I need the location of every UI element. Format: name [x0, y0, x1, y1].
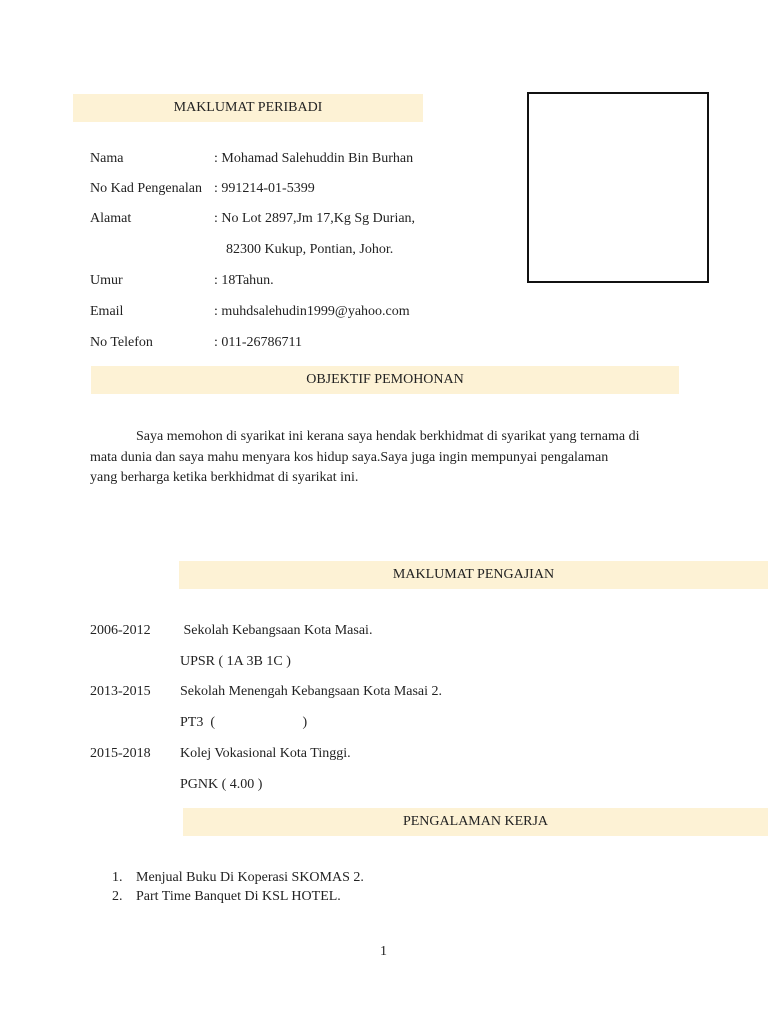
age-value: : 18Tahun.: [214, 273, 274, 288]
section-header-personal: MAKLUMAT PERIBADI: [73, 94, 423, 122]
section-header-experience: PENGALAMAN KERJA: [183, 808, 768, 836]
address-line1: : No Lot 2897,Jm 17,Kg Sg Durian,: [214, 211, 416, 226]
education-result: PGNK ( 4.00 ): [180, 777, 263, 792]
email-value: : muhdsalehudin1999@yahoo.com: [214, 304, 410, 319]
education-school: Sekolah Menengah Kebangsaan Kota Masai 2.: [180, 684, 443, 699]
list-item: [112, 869, 364, 888]
education-school: Kolej Vokasional Kota Tinggi.: [180, 746, 351, 761]
phone-value: : 011-26786711: [214, 335, 303, 350]
email-label: Email: [90, 304, 124, 319]
ic-value: : 991214-01-5399: [214, 181, 315, 196]
page-number: 1: [380, 944, 387, 959]
education-result: PT3 ( ): [180, 715, 308, 730]
education-result: UPSR ( 1A 3B 1C ): [180, 654, 291, 669]
list-item-text: Part Time Banquet Di KSL HOTEL.: [136, 888, 341, 904]
phone-label: No Telefon: [90, 335, 153, 350]
list-item-number: 1.: [112, 870, 123, 885]
education-years: 2013-2015: [90, 684, 151, 699]
photo-placeholder: [527, 92, 709, 283]
address-label: Alamat: [90, 211, 132, 226]
objective-line-2: mata dunia dan saya mahu menyara kos hidup saya.Saya juga ingin mempunyai pengalaman: [90, 449, 609, 465]
section-header-education: MAKLUMAT PENGAJIAN: [179, 561, 768, 589]
name-value: : Mohamad Salehuddin Bin Burhan: [214, 151, 414, 166]
education-years: 2015-2018: [90, 746, 151, 761]
list-item-text: Menjual Buku Di Koperasi SKOMAS 2.: [136, 870, 364, 885]
objective-line-1: Saya memohon di syarikat ini kerana saya hendak berkhidmat di syarikat yang ternama di: [136, 429, 640, 444]
ic-label: No Kad Pengenalan: [90, 181, 202, 196]
list-item-number: 2.: [112, 888, 123, 904]
objective-line-3: yang berharga ketika berkhidmat di syarikat ini.: [90, 470, 359, 485]
address-line2: 82300 Kukup, Pontian, Johor.: [226, 242, 394, 257]
experience-list: [112, 869, 364, 906]
section-header-objective: OBJEKTIF PEMOHONAN: [91, 366, 679, 394]
name-label: Nama: [90, 151, 124, 166]
list-item: [112, 888, 364, 907]
objective-paragraph: [90, 427, 690, 489]
education-school: Sekolah Kebangsaan Kota Masai.: [180, 623, 373, 638]
education-years: 2006-2012: [90, 623, 151, 638]
age-label: Umur: [90, 273, 123, 288]
